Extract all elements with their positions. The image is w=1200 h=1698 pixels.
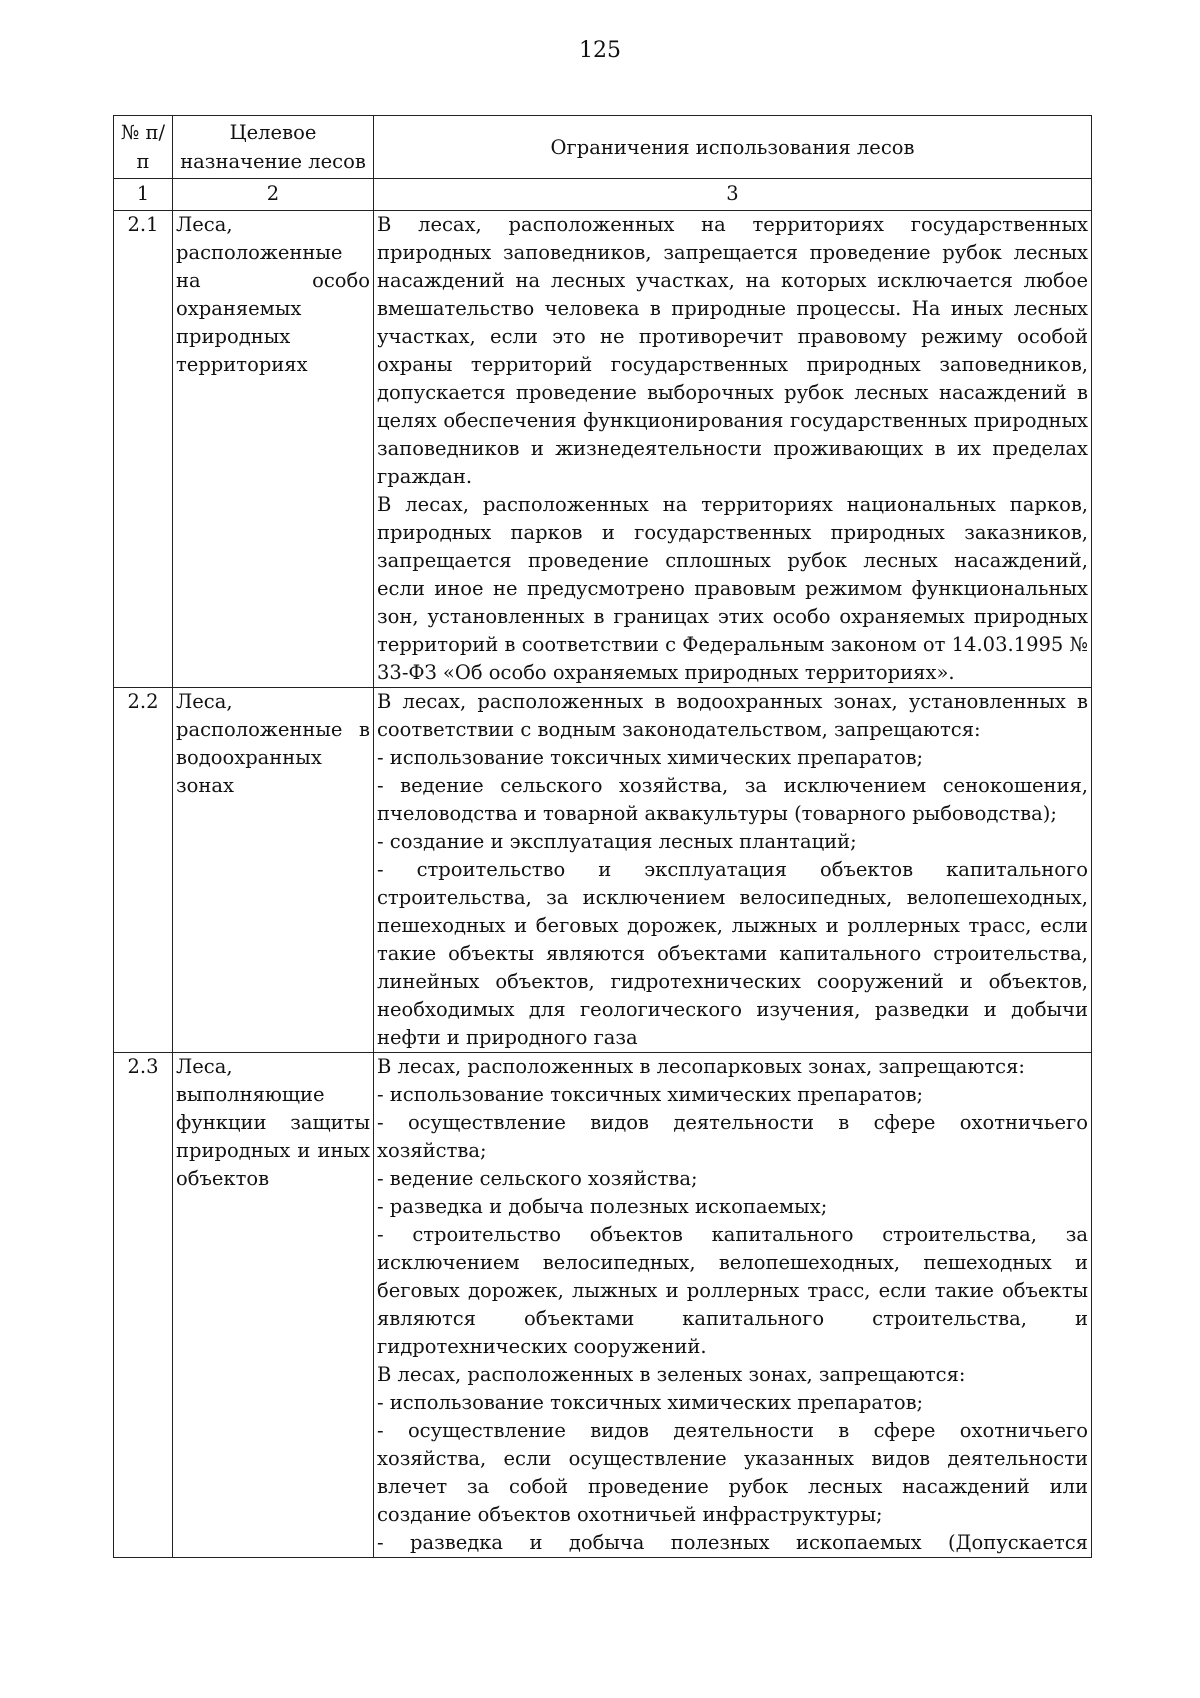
restriction-item: - создание и эксплуатация лесных плантаций; — [377, 830, 857, 853]
forest-use-restrictions-table — [113, 115, 1092, 1558]
page-number: 125 — [579, 38, 621, 63]
restriction-paragraph: В лесах, расположенных на территориях государственных природных заповедников, запрещается проведение рубок лесных насаждений на лесных участках, на которых исключается любое вмешательство человека в природные процессы. На иных лесных участках, если это не противоречит правовому режиму особой охраны территорий государственных природных заповедников, допускается проведение выборочных рубок лесных насаждений в целях обеспечения функционирования государственных природных заповедников и жизнедеятельности проживающих в их пределах граждан. — [377, 213, 1088, 488]
row-number: 2.2 — [114, 688, 173, 1053]
restriction-item: - строительство объектов капитального строительства, за исключением велосипедных, велопешеходных, пешеходных и беговых дорожек, лыжных и роллерных трасс, если такие объекты являются объектами капитального строительства, и гидротехнических сооружений. — [377, 1223, 1088, 1358]
restriction-paragraph: В лесах, расположенных в лесопарковых зонах, запрещаются: — [377, 1055, 1025, 1078]
restriction-item: - осуществление видов деятельности в сфере охотничьего хозяйства, если осуществление указанных видов деятельности влечет за собой проведение рубок лесных насаждений или создание объектов охотничьей инфраструктуры; — [377, 1419, 1088, 1526]
header-number: № п/п — [114, 116, 173, 179]
column-number-row — [114, 179, 1092, 211]
table-row — [114, 688, 1092, 1053]
table-row — [114, 211, 1092, 688]
row-number: 2.1 — [114, 211, 173, 688]
header-purpose: Целевое назначение лесов — [173, 116, 374, 179]
restriction-paragraph: В лесах, расположенных в зеленых зонах, запрещаются: — [377, 1363, 966, 1386]
restriction-item: - ведение сельского хозяйства; — [377, 1167, 698, 1190]
restriction-paragraph: В лесах, расположенных в водоохранных зонах, установленных в соответствии с водным законодательством, запрещаются: — [377, 690, 1088, 741]
row-purpose: Леса, выполняющие функции защиты природных и иных объектов — [173, 1053, 374, 1558]
restriction-item: - разведка и добыча полезных ископаемых; — [377, 1195, 828, 1218]
column-number: 1 — [114, 179, 173, 211]
restriction-item: - использование токсичных химических препаратов; — [377, 746, 924, 769]
table-header-row — [114, 116, 1092, 179]
header-restrictions: Ограничения использования лесов — [374, 116, 1092, 179]
column-number: 2 — [173, 179, 374, 211]
row-restrictions — [374, 211, 1092, 688]
table-row — [114, 1053, 1092, 1558]
restriction-item: - использование токсичных химических препаратов; — [377, 1083, 924, 1106]
restriction-item: - использование токсичных химических препаратов; — [377, 1391, 924, 1414]
row-number: 2.3 — [114, 1053, 173, 1558]
restriction-paragraph: В лесах, расположенных на территориях национальных парков, природных парков и государственных природных заказников, запрещается проведение сплошных рубок лесных насаждений, если иное не предусмотрено правовым режимом функциональных зон, установленных в границах этих особо охраняемых природных территорий в соответствии с Федеральным законом от 14.03.1995 № 33-ФЗ «Об особо охраняемых природных территориях». — [377, 493, 1088, 684]
restriction-item: - разведка и добыча полезных ископаемых (Допускается — [377, 1531, 1088, 1554]
row-restrictions — [374, 688, 1092, 1053]
restriction-item: - осуществление видов деятельности в сфере охотничьего хозяйства; — [377, 1111, 1088, 1162]
column-number: 3 — [374, 179, 1092, 211]
row-restrictions — [374, 1053, 1092, 1558]
row-purpose: Леса, расположенные на особо охраняемых природных территориях — [173, 211, 374, 688]
row-purpose: Леса, расположенные в водоохранных зонах — [173, 688, 374, 1053]
restriction-item: - строительство и эксплуатация объектов капитального строительства, за исключением велосипедных, велопешеходных, пешеходных и беговых дорожек, лыжных и роллерных трасс, если такие объекты являются объектами капитального строительства, линейных объектов, гидротехнических сооружений и объектов, необходимых для геологического изучения, разведки и добычи нефти и природного газа — [377, 858, 1088, 1049]
restriction-item: - ведение сельского хозяйства, за исключением сенокошения, пчеловодства и товарной аквакультуры (товарного рыбоводства); — [377, 774, 1088, 825]
